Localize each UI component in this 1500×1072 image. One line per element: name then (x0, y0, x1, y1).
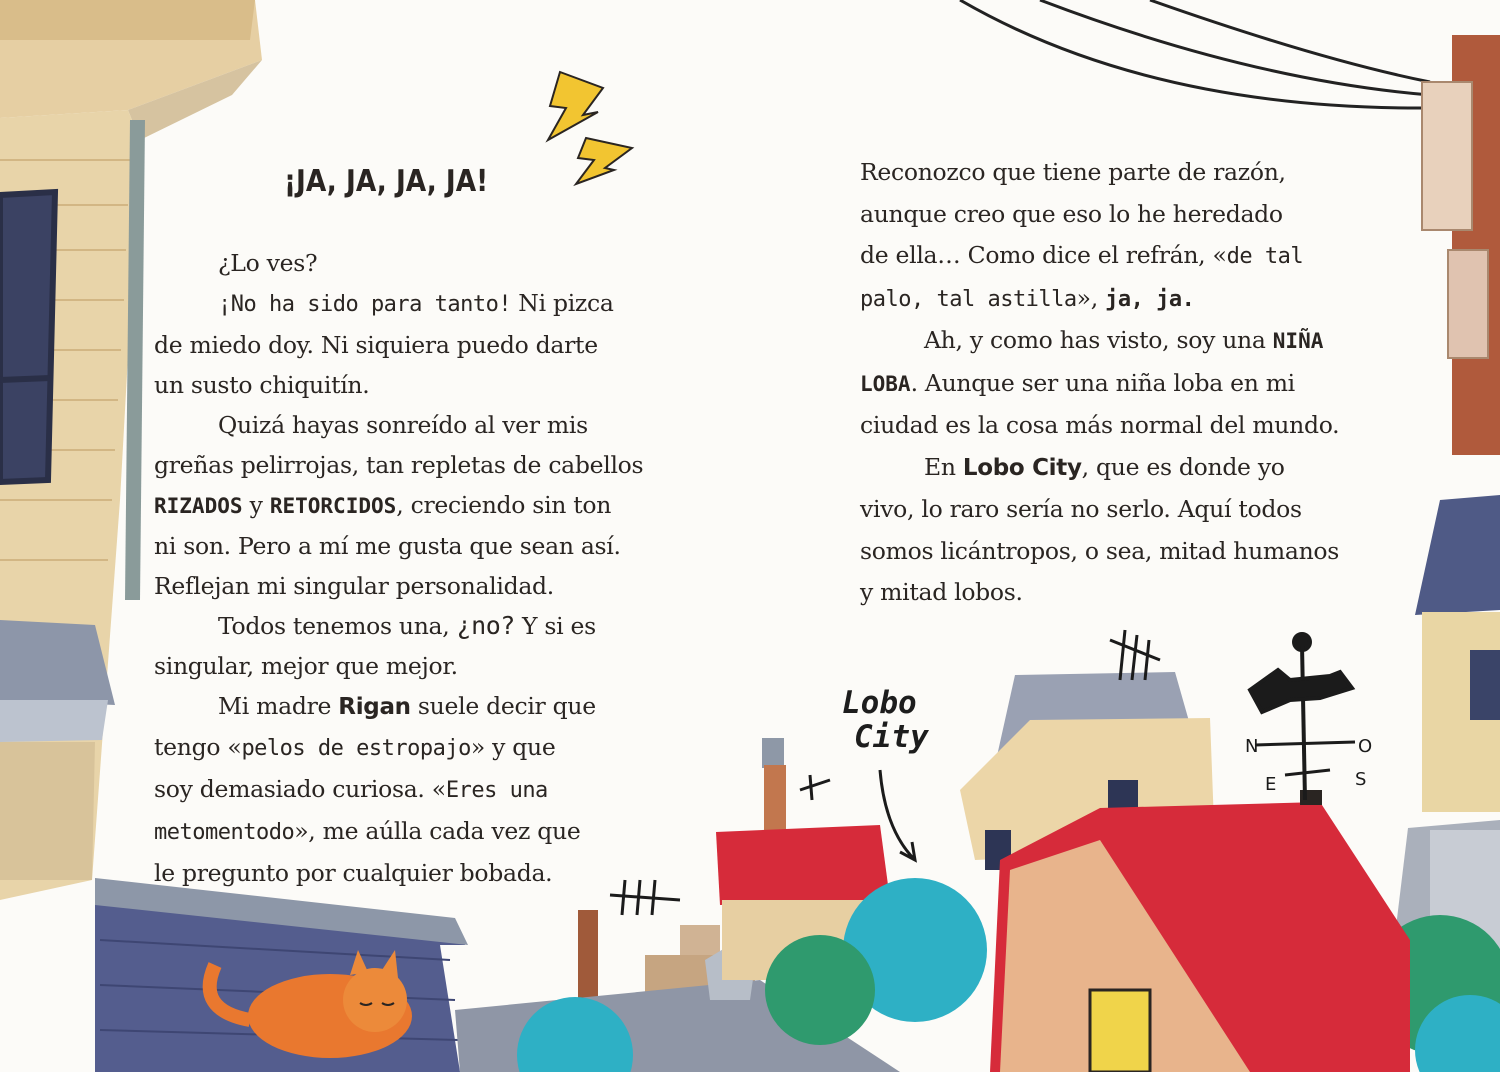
lobo-city-label (842, 686, 929, 754)
right-p2-line-3: ciudad es la cosa más normal del mundo. (860, 411, 1340, 439)
right-p3-line-3: somos licántropos, o sea, mitad humanos (860, 536, 1340, 565)
right-p2-line-2 (860, 363, 1339, 406)
word-retorcidos: RETORCIDOS (269, 494, 397, 518)
left-p4-line-1 (154, 606, 643, 646)
label-arrow-icon (880, 770, 915, 860)
weathervane-e: E (1265, 774, 1277, 795)
left-p5-start: Mi madre (218, 692, 339, 720)
left-p3-line-1: Quizá hayas sonreído al ver mis (218, 411, 588, 439)
right-p3-line-2: vivo, lo raro sería no serlo. Aquí todos (860, 495, 1302, 523)
left-p2-line-1 (154, 283, 643, 325)
left-p5-line-5: le pregunto por cualquier bobada. (154, 859, 553, 887)
right-p2-line-1 (860, 320, 1339, 363)
left-p5-l2-start: tengo « (154, 733, 242, 761)
left-p5-line-3 (154, 769, 643, 811)
left-p5-line-4 (154, 811, 643, 853)
left-p3-y: y (242, 491, 270, 519)
left-p3-line-2: greñas pelirrojas, tan repletas de cabellos (154, 451, 644, 479)
left-p2-line-2: de miedo doy. Ni siquiera puedo darte (154, 331, 598, 359)
left-p2-line-3: un susto chiquitín. (154, 371, 370, 399)
right-p1-line-4 (860, 278, 1339, 321)
right-p3-line-1 (860, 447, 1339, 490)
right-p2-start: Ah, y como has visto, soy una (924, 326, 1273, 354)
right-p1-l4-em2: ja, ja. (1105, 286, 1195, 312)
name-rigan: Rigan (338, 694, 411, 720)
left-p5-l2-em: pelos de estropajo (241, 736, 471, 761)
left-p5-l3-start: soy demasiado curiosa. « (154, 775, 446, 803)
word-loba: LOBA (860, 371, 911, 396)
lobo-city-label-line-2: City (854, 719, 929, 755)
left-p2-em: ¡No ha sido para tanto! (218, 292, 512, 317)
left-p5-line-2 (154, 727, 643, 769)
left-p5-line-1 (154, 686, 643, 727)
left-p3-line-3-rest: , creciendo sin ton (396, 491, 612, 519)
right-p2-l2-rest: . Aunque ser una niña loba en mi (910, 368, 1295, 397)
right-p1-line-3 (860, 235, 1339, 278)
right-p1-l4-em: palo, tal astilla (860, 286, 1077, 312)
left-page-text (154, 243, 643, 893)
left-p5-l2-rest: » y que (470, 733, 556, 761)
left-p4-em: ¿no? (456, 611, 515, 640)
place-lobo-city: Lobo City (962, 454, 1082, 481)
left-p5-l4-em: metomentodo (154, 820, 295, 845)
left-p4-start: Todos tenemos una, (218, 612, 457, 640)
left-p3-line-4: ni son. Pero a mí me gusta que sean así. (154, 532, 621, 560)
right-page-text (860, 152, 1339, 614)
right-p1-l3-em: de tal (1226, 244, 1304, 269)
right-p3-rest: , que es donde yo (1081, 452, 1285, 481)
left-p3-line-3 (154, 485, 643, 526)
right-p1-line-1: Reconozco que tiene parte de razón, (860, 158, 1286, 186)
left-p4-line-2: singular, mejor que mejor. (154, 652, 458, 680)
left-p3-line-5: Reflejan mi singular personalidad. (154, 572, 554, 600)
right-p1-l4-mid: », (1076, 283, 1106, 312)
lightning-icon (548, 72, 632, 184)
left-p5-rest: suele decir que (410, 692, 596, 720)
right-pole (1422, 35, 1500, 455)
right-edge-houses (1392, 495, 1500, 960)
word-rizados: RIZADOS (154, 494, 243, 518)
right-p3-line-4: y mitad lobos. (860, 578, 1023, 606)
page-heading: ¡JA, JA, JA, JA! (284, 164, 489, 199)
left-p2-rest: Ni pizca (511, 289, 614, 317)
weathervane-o: O (1358, 736, 1373, 757)
right-p3-start: En (924, 452, 963, 481)
left-p4-rest: Y si es (514, 612, 596, 640)
weathervane-n: N (1245, 736, 1259, 757)
left-p5-l4-rest: », me aúlla cada vez que (294, 817, 581, 845)
left-p5-l3-em: Eres una (445, 778, 548, 803)
lobo-city-label-line-1: Lobo (842, 685, 917, 721)
right-p1-line-2: aunque creo que eso lo he heredado (860, 199, 1283, 228)
left-p1: ¿Lo ves? (218, 249, 318, 277)
power-wires (960, 0, 1430, 108)
word-nina: NIÑA (1272, 329, 1324, 353)
weathervane-s: S (1355, 769, 1367, 790)
right-p1-l3-start: de ella… Como dice el refrán, « (860, 241, 1227, 269)
